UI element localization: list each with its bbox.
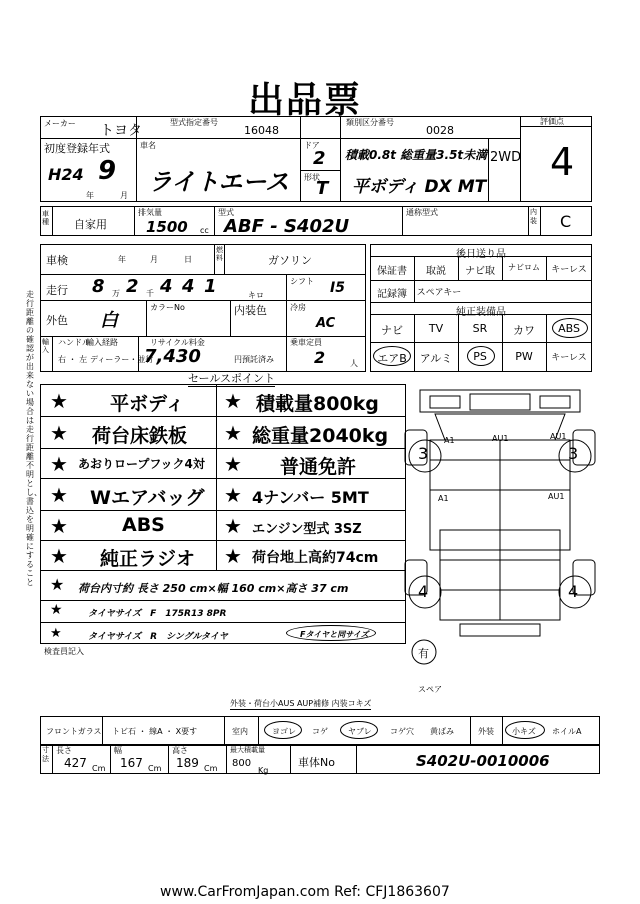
star-icon: ★: [50, 575, 65, 594]
interior-label: 内装: [530, 208, 537, 225]
type-label: 型式: [218, 208, 234, 217]
height-value: 189: [176, 756, 199, 770]
shape-label: 形状: [304, 173, 320, 182]
route-value: ディーラー・並行: [90, 355, 154, 364]
width-label: 幅: [114, 746, 122, 755]
shape-value: T: [316, 178, 329, 199]
sales-right-2: 総重量2040kg: [252, 425, 389, 447]
room-tear-circle: [340, 721, 378, 739]
door-label: ドア: [304, 141, 320, 150]
after-item-4: ナビロム: [508, 263, 540, 272]
room-item-burn: コゲ: [312, 727, 328, 736]
sales-left-1: 平ボディ: [110, 393, 185, 415]
disp-unit: cc: [200, 226, 209, 235]
mileage-digit5: 1: [204, 276, 217, 297]
star-icon: ★: [50, 452, 68, 476]
sales-right-4: 4ナンバー 5MT: [252, 488, 369, 507]
dim-label: 寸法: [42, 746, 49, 763]
mileage-unit1: 万: [112, 289, 120, 298]
equip-alloy: アルミ: [419, 352, 453, 365]
sales-left-3: あおりロープフック4対: [78, 457, 205, 471]
mileage-digit3: 4: [160, 276, 173, 297]
after-row2-2: スペアキー: [416, 288, 462, 298]
class-no-label: 類別区分番号: [346, 118, 394, 127]
height-unit: Cm: [204, 764, 218, 773]
handle-label: ハンドル: [58, 338, 90, 347]
vin-value: S402U-0010006: [416, 752, 550, 770]
import-label: 輸入: [42, 338, 49, 354]
mileage-digit1: 8: [92, 276, 105, 297]
spare-mark: 有: [418, 647, 429, 660]
after-row2-1: 記録簿: [377, 289, 407, 300]
disp-value: 1500: [146, 218, 188, 236]
length-label: 長さ: [56, 746, 72, 755]
month-value: 9: [98, 156, 117, 186]
glass-label: フロントガラス: [46, 727, 102, 736]
ac-label: 冷房: [290, 303, 306, 312]
width-value: 167: [120, 756, 143, 770]
star-icon: ★: [50, 544, 68, 568]
year-unit: 年: [86, 191, 94, 200]
ext-item-wheel: ホイルA: [552, 727, 582, 736]
equip-leather: カワ: [513, 324, 535, 337]
equip-airbag-circle: [373, 346, 411, 366]
fuel-value: ガソリン: [268, 254, 312, 267]
inspection-month: 月: [150, 255, 158, 264]
sales-left-4: Wエアバッグ: [90, 487, 205, 509]
equip-label: 純正装備品: [456, 307, 506, 318]
damage-mark-2: AU1: [492, 434, 509, 443]
handle-value: 右 ・ 左: [58, 355, 88, 364]
load-value: 800: [232, 758, 252, 769]
star-icon: ★: [224, 514, 242, 538]
spare-label: スペア: [418, 685, 442, 694]
star-icon: ★: [50, 483, 68, 507]
recycle-value: 7,430: [144, 346, 201, 367]
glass-value: トビ石 ・ 線A ・ X要す: [112, 727, 198, 736]
mileage-digit2: 2: [126, 276, 139, 297]
car-name-value: ライトエース: [148, 168, 290, 196]
era-value: H24: [48, 165, 84, 184]
model-no-value: 16048: [244, 124, 279, 137]
after-item-2: 取説: [426, 266, 446, 277]
width-unit: Cm: [148, 764, 162, 773]
mileage-digit4: 4: [182, 276, 195, 297]
maker-value: トヨタ: [100, 123, 142, 139]
star-icon: ★: [224, 421, 242, 445]
after-item-3: ナビ取: [465, 266, 495, 277]
model-no-label: 型式指定番号: [170, 118, 218, 127]
equip-abs: ABS: [558, 322, 580, 335]
load-info: 積載0.8t 総重量3.5t未満: [345, 148, 488, 162]
room-item-burnhole: コゲ穴: [390, 727, 414, 736]
inspector-label: 検査員記入: [44, 647, 84, 656]
capacity-value: 2: [314, 348, 326, 367]
note-circle: [286, 625, 376, 641]
ext-scratch-circle: [505, 721, 545, 739]
star-icon: ★: [224, 483, 242, 507]
ext-item-scratch: 小キズ: [512, 727, 536, 736]
footer-watermark: www.CarFromJapan.com Ref: CFJ1863607: [160, 884, 450, 900]
sales-right-6: 荷台地上高約74cm: [252, 550, 379, 566]
sales-right-5: エンジン型式 3SZ: [252, 522, 362, 537]
color-label: 外色: [46, 314, 68, 327]
shift-label: シフト: [290, 277, 314, 286]
sales-left-2: 荷台床鉄板: [92, 425, 188, 447]
shift-value: I5: [330, 280, 345, 296]
equip-sr: SR: [472, 322, 488, 335]
load-unit: Kg: [258, 766, 269, 775]
score-label: 評価点: [540, 117, 564, 126]
sales-left-6: 純正ラジオ: [100, 548, 196, 570]
capacity-unit: 人: [350, 359, 358, 368]
page-title: 出品票: [248, 79, 363, 121]
recycle-label: リサイクル料金: [150, 338, 205, 347]
equip-keyless: キーレス: [551, 353, 587, 363]
length-unit: Cm: [92, 764, 106, 773]
inner-color-label: 内装色: [234, 304, 267, 317]
ac-value: AC: [316, 316, 336, 331]
equip-ps-circle: [467, 346, 495, 366]
star-icon: ★: [50, 602, 63, 618]
star-icon: ★: [224, 544, 242, 568]
tire-fr: 3: [568, 444, 579, 463]
tire-rl: 4: [418, 582, 429, 601]
tire-fl: 3: [418, 444, 429, 463]
score-value: 4: [550, 140, 575, 184]
maker-label: メーカー: [44, 119, 76, 128]
drive-value: 2WD: [490, 150, 522, 165]
damage-mark-4: AU1: [548, 492, 565, 501]
equip-abs-circle: [552, 318, 588, 338]
room-dirt-circle: [264, 721, 302, 739]
sales-label: セールスポイント: [188, 372, 276, 385]
month-unit: 月: [120, 191, 128, 200]
equip-ps: PS: [473, 350, 487, 363]
mileage-unit: キロ: [248, 291, 264, 300]
sales-wide-2: タイヤサイズ F 175R13 8PR: [88, 609, 227, 619]
star-icon: ★: [50, 421, 68, 445]
use-value: 自家用: [74, 218, 107, 231]
side-note: 走行距離の確認が出来ない場合は走行距離不明とし、書込を明確にすること: [26, 290, 42, 587]
route-label: 輸入経路: [86, 338, 118, 347]
star-icon: ★: [224, 452, 242, 476]
mileage-unit2: 千: [146, 289, 154, 298]
year-label: 初度登録年式: [44, 142, 110, 155]
star-icon: ★: [50, 514, 68, 538]
door-value: 2: [313, 148, 326, 169]
sales-right-1: 積載量800kg: [256, 393, 379, 415]
vehicle-damage-diagram: [400, 380, 600, 680]
inspection-year: 年: [118, 255, 126, 264]
after-item-1: 保証書: [377, 266, 407, 277]
room-item-yellow: 黄ばみ: [430, 727, 454, 736]
equip-navi: ナビ: [381, 324, 403, 337]
equip-pw: PW: [515, 350, 533, 363]
room-item-dirt: ヨゴレ: [272, 727, 296, 736]
use-label: 車種: [42, 210, 49, 226]
color-code-label: カラーNo: [150, 303, 185, 312]
capacity-label: 乗車定員: [290, 338, 322, 347]
room-label: 室内: [232, 727, 248, 736]
star-icon: ★: [50, 626, 62, 641]
ext-label: 外装: [478, 727, 494, 736]
remarks: 外装・荷台小AUS AUP補修 内装コキズ: [230, 699, 372, 708]
model-label: 通称型式: [406, 208, 438, 217]
car-name-label: 車名: [140, 141, 156, 150]
class-no-value: 0028: [426, 124, 454, 137]
damage-mark-1: A1: [444, 436, 455, 445]
sales-wide-1: 荷台内寸約 長さ 250 cm×幅 160 cm×高さ 37 cm: [78, 582, 349, 595]
recycle-note: 円預託済み: [234, 355, 274, 364]
equip-airbag: エアB: [377, 352, 407, 365]
tire-rr: 4: [568, 582, 579, 601]
mileage-label: 走行: [46, 284, 68, 297]
equip-tv: TV: [428, 322, 444, 335]
sales-wide-3b: Fタイヤと同サイズ: [300, 630, 369, 639]
height-label: 高さ: [172, 746, 188, 755]
length-value: 427: [64, 756, 87, 770]
interior-value: C: [560, 212, 572, 231]
sales-left-5: ABS: [122, 514, 165, 536]
disp-label: 排気量: [138, 208, 162, 217]
room-item-tear: ヤブレ: [348, 727, 372, 736]
color-value: 白: [100, 310, 118, 331]
after-label: 後日送り品: [456, 249, 506, 260]
damage-mark-5: AU1: [550, 432, 567, 441]
inspection-label: 車検: [46, 254, 68, 267]
sales-right-3: 普通免許: [280, 456, 357, 478]
body-type: 平ボディ DX MT: [352, 177, 487, 197]
load-label: 最大積載量: [230, 746, 265, 754]
star-icon: ★: [224, 389, 242, 413]
sales-wide-3: タイヤサイズ R シングルタイヤ: [88, 632, 228, 642]
inspection-day: 日: [184, 255, 192, 264]
type-value: ABF - S402U: [224, 216, 350, 237]
star-icon: ★: [50, 389, 68, 413]
after-item-5: キーレス: [551, 265, 587, 275]
fuel-label: 燃料: [216, 246, 223, 262]
vin-label: 車体No: [298, 756, 335, 769]
damage-mark-3: A1: [438, 494, 449, 503]
